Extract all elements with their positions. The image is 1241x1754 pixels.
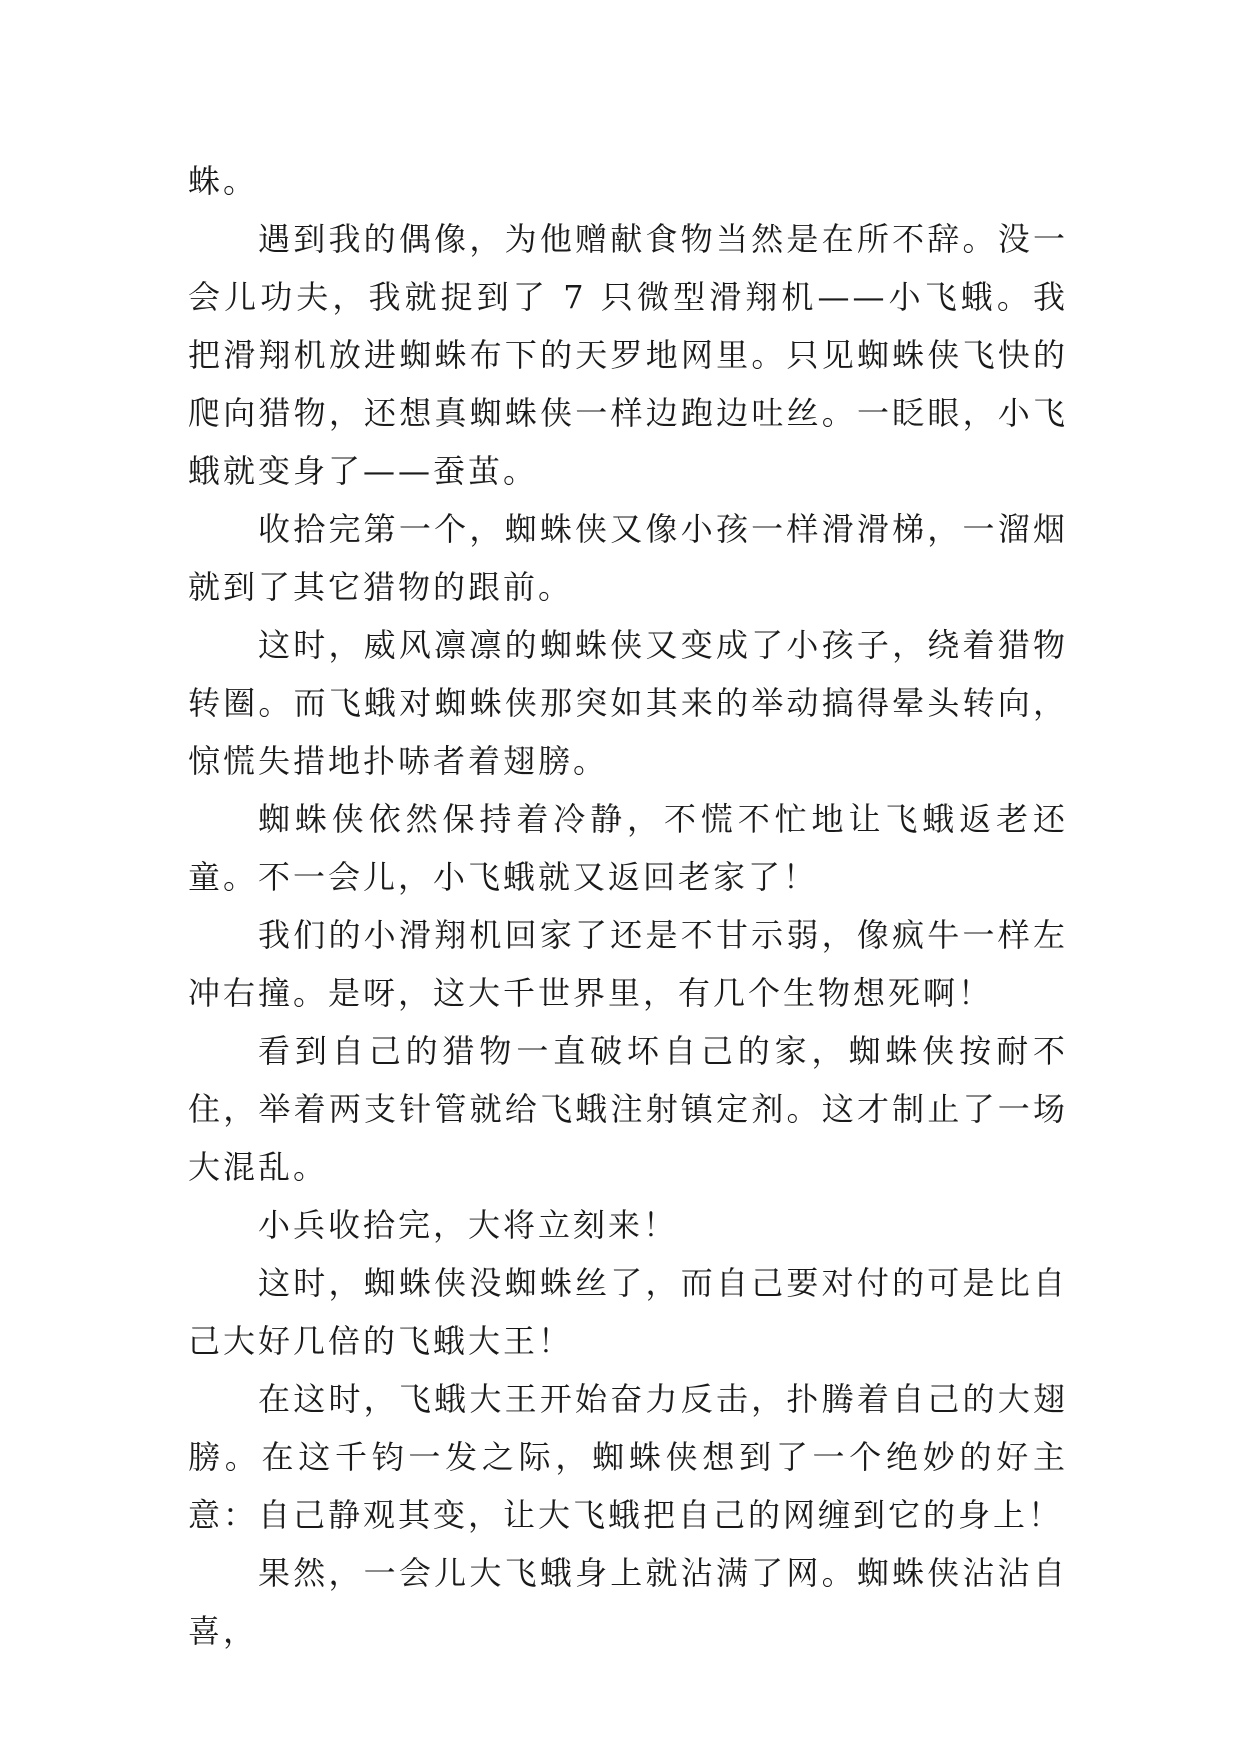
paragraph-5: 蜘蛛侠依然保持着冷静，不慌不忙地让飞蛾返老还童。不一会儿，小飞蛾就又返回老家了！ — [188, 800, 1068, 896]
paragraph-1: 蛛。 — [188, 162, 259, 200]
paragraph-11: 果然，一会儿大飞蛾身上就沾满了网。蜘蛛侠沾沾自喜， — [188, 1554, 1068, 1650]
paragraph-9: 这时，蜘蛛侠没蜘蛛丝了，而自己要对付的可是比自己大好几倍的飞蛾大王！ — [188, 1264, 1068, 1360]
body-text — [188, 152, 1068, 1660]
paragraph-6: 我们的小滑翔机回家了还是不甘示弱，像疯牛一样左冲右撞。是呀，这大千世界里，有几个生物想死啊！ — [188, 916, 1068, 1012]
paragraph-10: 在这时，飞蛾大王开始奋力反击，扑腾着自己的大翅膀。在这千钧一发之际，蜘蛛侠想到了一个绝妙的好主意：自己静观其变，让大飞蛾把自己的网缠到它的身上！ — [188, 1380, 1068, 1534]
paragraph-3: 收拾完第一个，蜘蛛侠又像小孩一样滑滑梯，一溜烟就到了其它猎物的跟前。 — [188, 510, 1068, 606]
paragraph-4: 这时，威风凛凛的蜘蛛侠又变成了小孩子，绕着猎物转圈。而飞蛾对蜘蛛侠那突如其来的举动搞得晕头转向，惊慌失措地扑哧者着翅膀。 — [188, 626, 1068, 780]
paragraph-8: 小兵收拾完，大将立刻来！ — [258, 1206, 679, 1244]
paragraph-2: 遇到我的偶像，为他赠献食物当然是在所不辞。没一会儿功夫，我就捉到了 7 只微型滑翔机——小飞蛾。我把滑翔机放进蜘蛛布下的天罗地网里。只见蜘蛛侠飞快的爬向猎物，还想真蜘蛛侠一样边跑边吐丝。一眨眼，小飞蛾就变身了——蚕茧。 — [188, 220, 1068, 490]
paragraph-7: 看到自己的猎物一直破坏自己的家，蜘蛛侠按耐不住，举着两支针管就给飞蛾注射镇定剂。这才制止了一场大混乱。 — [188, 1032, 1068, 1186]
